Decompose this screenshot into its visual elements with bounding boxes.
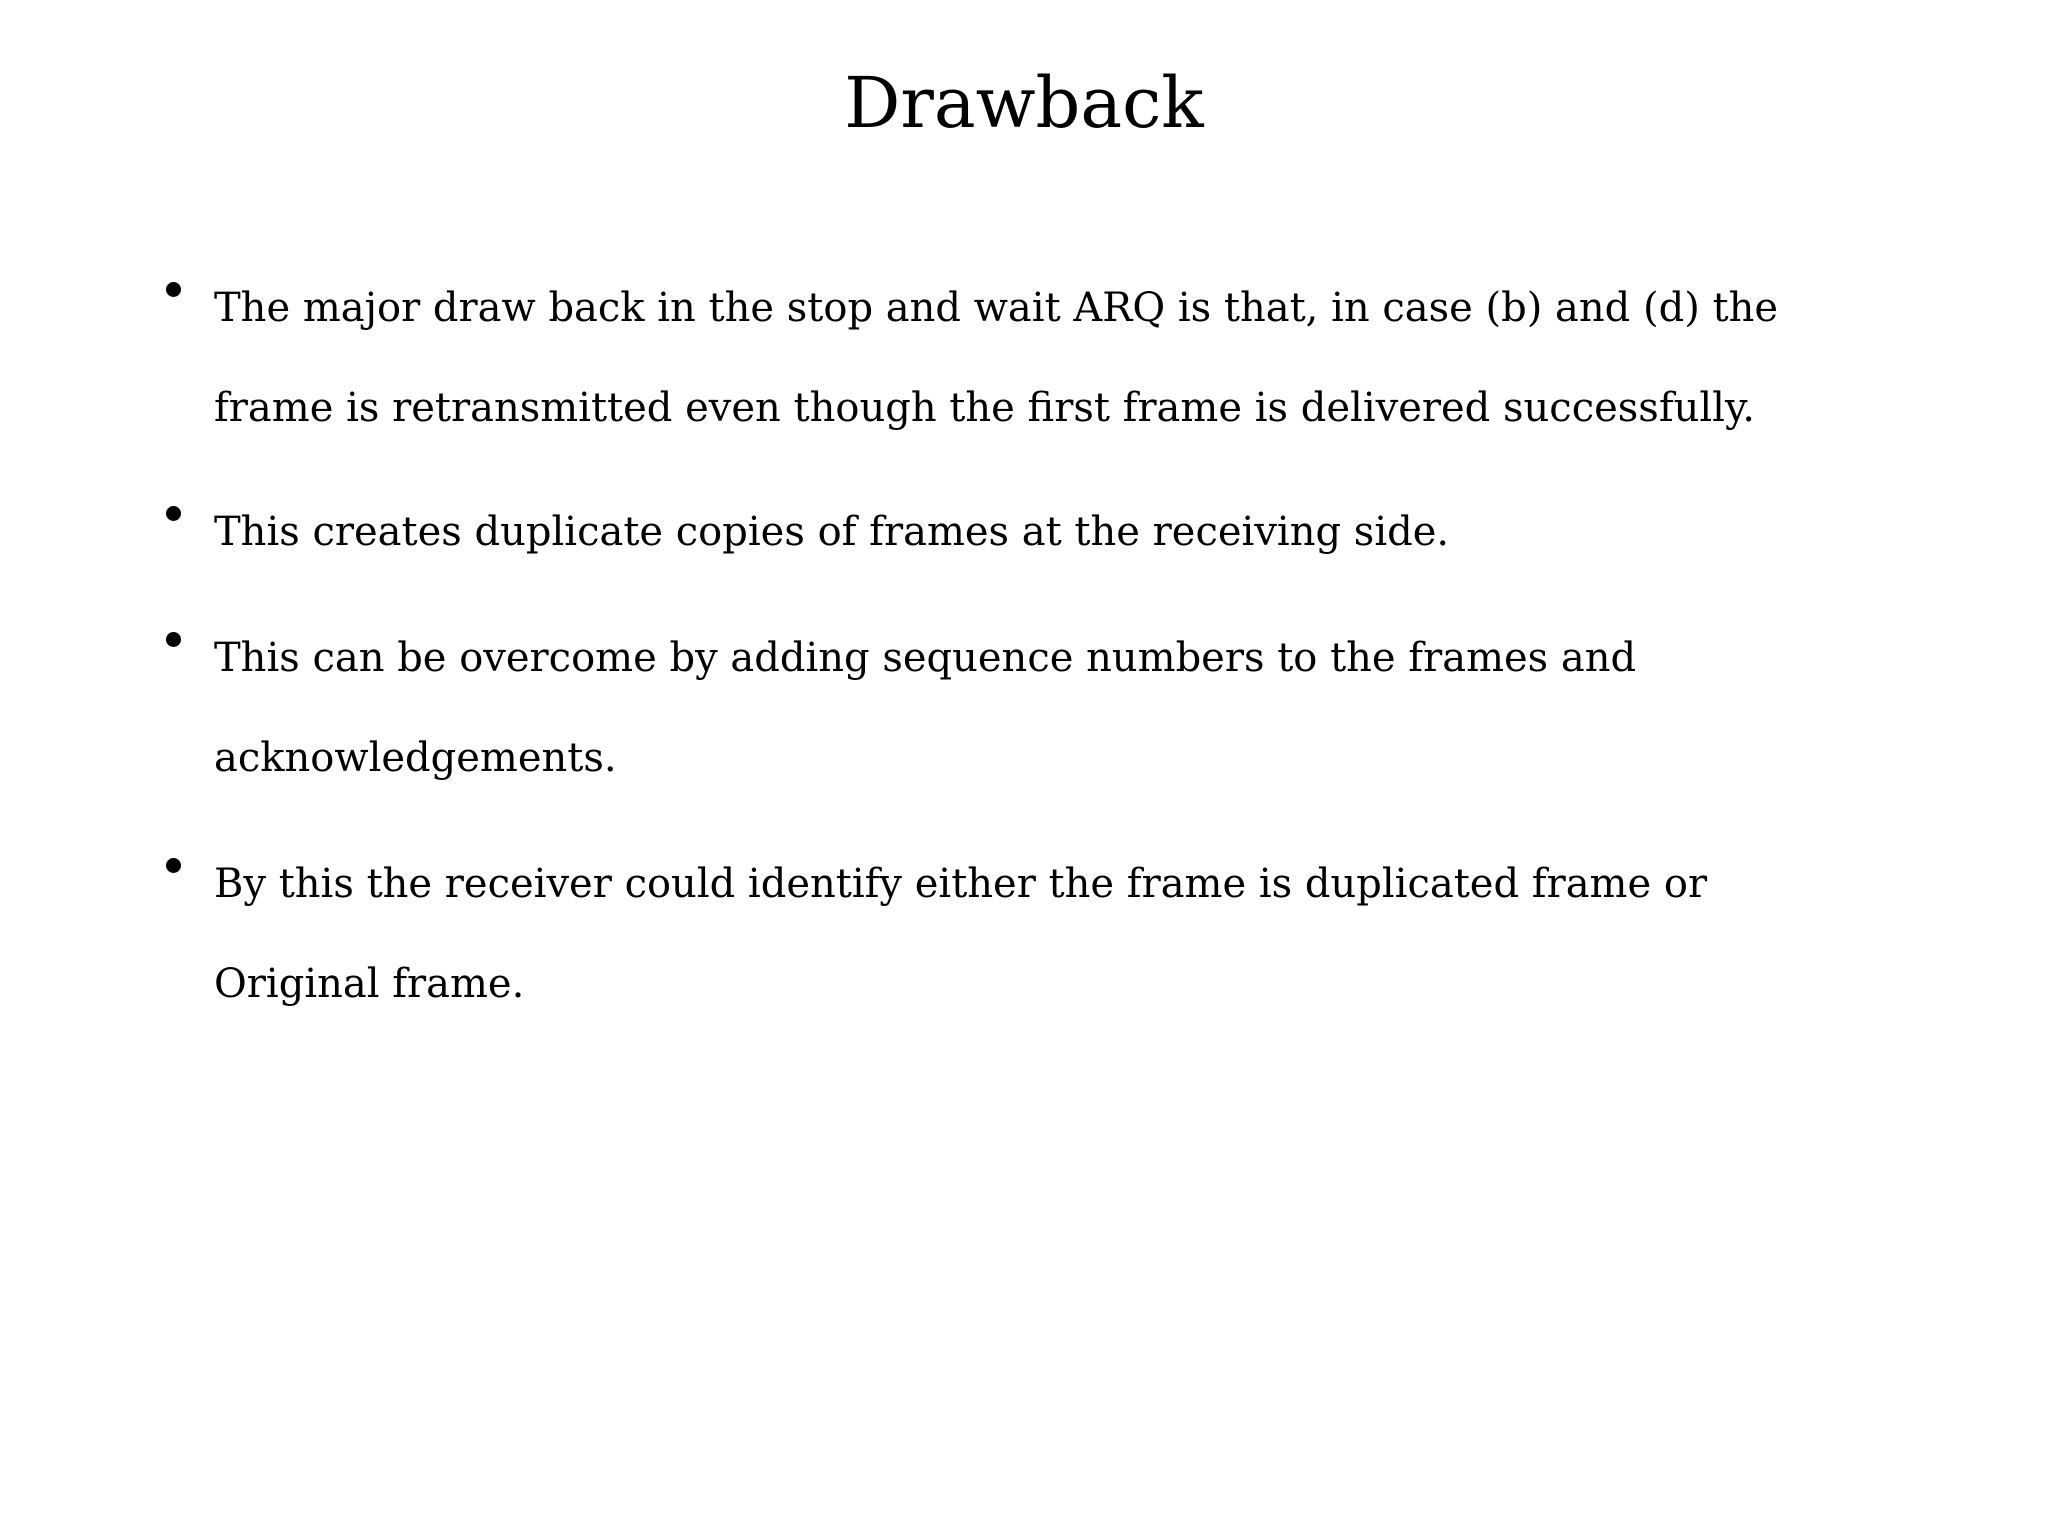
bullet-item: [160, 608, 1880, 808]
bullet-text: This creates duplicate copies of frames at the receiving side.: [214, 509, 1450, 555]
bullet-item: [160, 258, 1880, 458]
bullet-item: [160, 482, 1880, 582]
bullet-icon: [166, 858, 181, 873]
bullet-text: This can be overcome by adding sequence numbers to the frames and acknowledgements.: [214, 635, 1637, 781]
bullet-text: By this the receiver could identify either the frame is duplicated frame or Original frame.: [214, 861, 1708, 1007]
bullet-icon: [166, 282, 181, 297]
bullet-icon: [166, 506, 181, 521]
bullet-text: The major draw back in the stop and wait ARQ is that, in case (b) and (d) the frame is retransmitted even though the first frame is delivered successfully.: [214, 285, 1779, 431]
bullet-icon: [166, 632, 181, 647]
slide-title: Drawback: [844, 62, 1204, 144]
bullet-list: [160, 258, 1880, 1060]
bullet-item: [160, 834, 1880, 1034]
